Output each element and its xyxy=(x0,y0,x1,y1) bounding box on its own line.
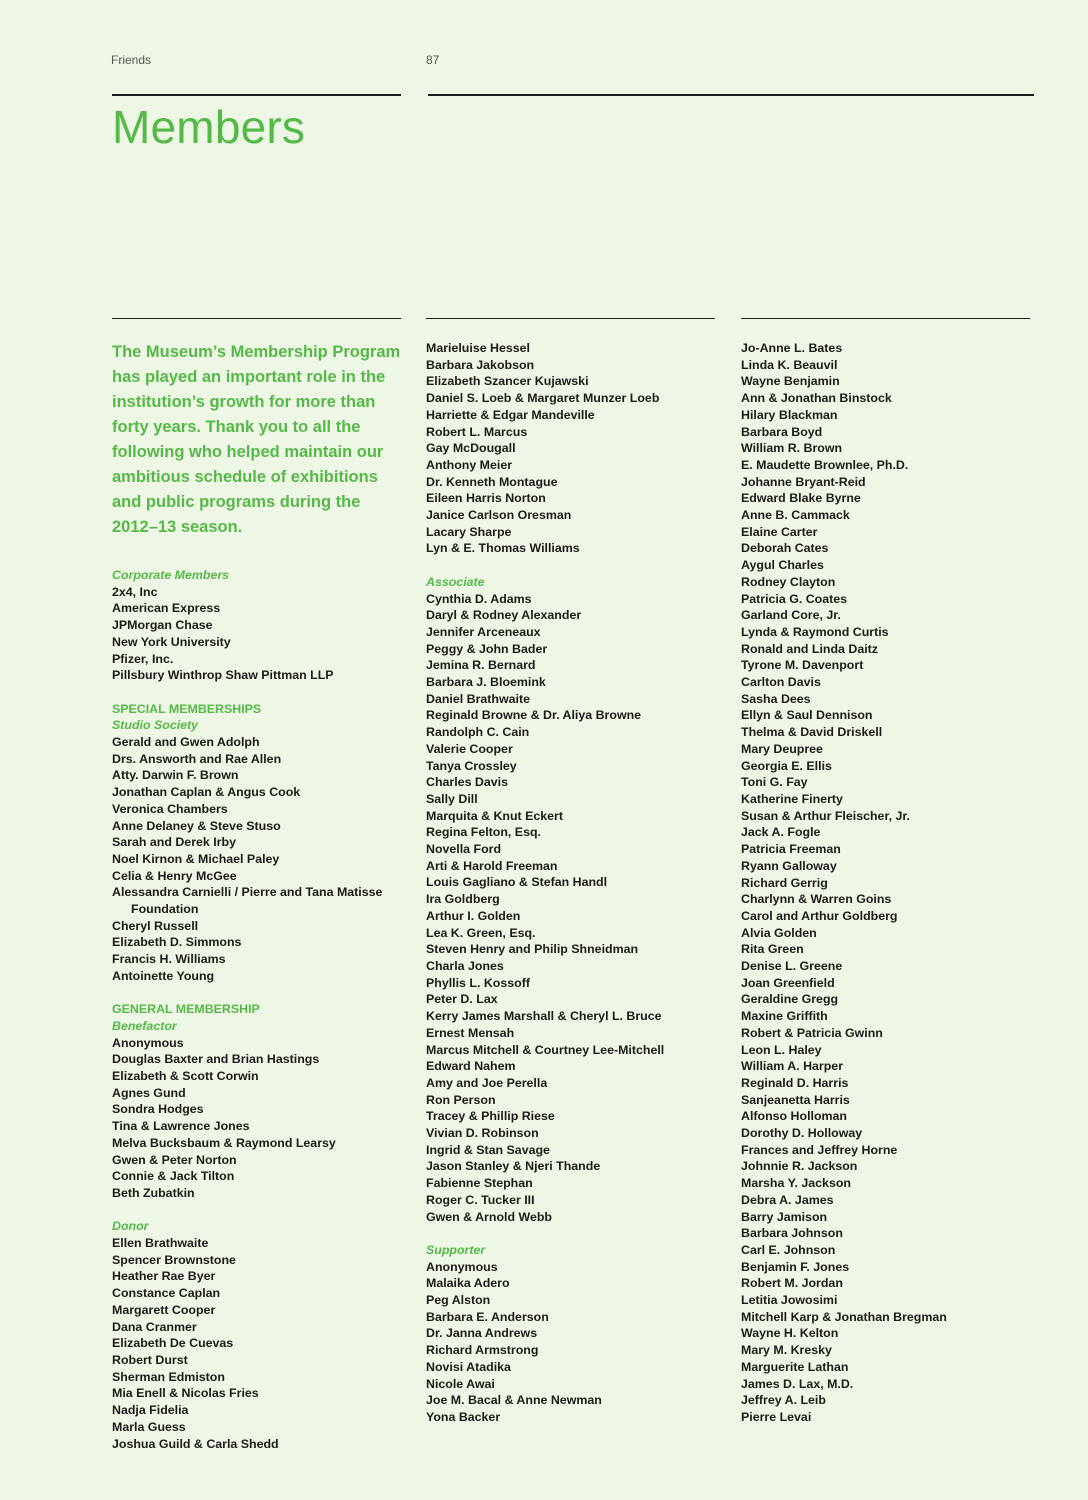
member-name: Elizabeth D. Simmons xyxy=(112,935,242,950)
member-name: Robert M. Jordan xyxy=(741,1276,843,1291)
member-name: Beth Zubatkin xyxy=(112,1185,195,1200)
member-name: Elizabeth Szancer Kujawski xyxy=(426,374,589,389)
title-rule-left xyxy=(112,94,401,96)
member-name: Leon L. Haley xyxy=(741,1042,822,1057)
member-name: Mary Deupree xyxy=(741,741,823,756)
member-name: Regina Felton, Esq. xyxy=(426,825,541,840)
member-name: Maxine Griffith xyxy=(741,1009,828,1024)
member-name: Johnnie R. Jackson xyxy=(741,1159,858,1174)
member-name: New York University xyxy=(112,634,231,649)
member-name: Charla Jones xyxy=(426,959,504,973)
name-list xyxy=(112,584,404,684)
member-name: Robert Durst xyxy=(112,1353,188,1367)
member-name: Deborah Cates xyxy=(741,541,829,556)
member-name: Pierre Levai xyxy=(741,1410,812,1424)
member-name: Gerald and Gwen Adolph xyxy=(112,735,260,750)
member-name: Jonathan Caplan & Angus Cook xyxy=(112,785,301,800)
member-name: Margarett Cooper xyxy=(112,1302,216,1317)
title-rule-right xyxy=(428,94,1034,96)
member-name: Jemina R. Bernard xyxy=(426,658,536,673)
member-name: Douglas Baxter and Brian Hastings xyxy=(112,1052,320,1067)
member-name: Dr. Janna Andrews xyxy=(426,1326,538,1341)
benefactor-heading: Benefactor xyxy=(112,1018,177,1033)
member-name: Elaine Carter xyxy=(741,524,818,539)
member-name: Katherine Finerty xyxy=(741,791,843,806)
member-name: Richard Gerrig xyxy=(741,875,828,890)
member-name: Louis Gagliano & Stefan Handl xyxy=(426,875,608,890)
member-name: Marla Guess xyxy=(112,1419,186,1434)
member-name: Tyrone M. Davenport xyxy=(741,658,864,673)
member-name: Connie & Jack Tilton xyxy=(112,1169,235,1184)
member-name: Anthony Meier xyxy=(426,457,513,472)
member-name: Alessandra Carnielli / Pierre and Tana Matisse Foundation xyxy=(112,885,383,917)
member-name: Barbara E. Anderson xyxy=(426,1309,549,1324)
member-name: Jeffrey A. Leib xyxy=(741,1393,826,1408)
member-name: Daniel S. Loeb & Margaret Munzer Loeb xyxy=(426,391,660,406)
member-name: Sondra Hodges xyxy=(112,1102,204,1117)
donor-continued-section xyxy=(426,340,716,557)
member-name: Randolph C. Cain xyxy=(426,725,530,740)
member-name: Veronica Chambers xyxy=(112,801,228,816)
member-name: Roger C. Tucker III xyxy=(426,1192,535,1207)
member-name: Janice Carlson Oresman xyxy=(426,508,572,523)
member-name: Sasha Dees xyxy=(741,691,811,706)
member-name: Ira Goldberg xyxy=(426,892,500,907)
member-name: Ann & Jonathan Binstock xyxy=(741,391,892,406)
member-name: JPMorgan Chase xyxy=(112,618,213,633)
member-name: Rita Green xyxy=(741,942,804,957)
member-name: Benjamin F. Jones xyxy=(741,1259,850,1274)
member-name: Anne B. Cammack xyxy=(741,508,850,523)
member-name: Amy and Joe Perella xyxy=(426,1075,548,1090)
general-membership-section xyxy=(112,1001,404,1201)
member-name: Lyn & E. Thomas Williams xyxy=(426,541,580,556)
member-name: Edward Nahem xyxy=(426,1059,516,1074)
name-list xyxy=(426,591,716,1226)
member-name: Barbara Johnson xyxy=(741,1226,843,1241)
special-memberships-section xyxy=(112,701,404,985)
member-name: Anne Delaney & Steve Stuso xyxy=(112,818,281,833)
member-name: Debra A. James xyxy=(741,1192,834,1207)
associate-heading: Associate xyxy=(426,574,485,589)
member-name: Charlynn & Warren Goins xyxy=(741,892,892,907)
member-name: Robert & Patricia Gwinn xyxy=(741,1025,883,1040)
member-name: William A. Harper xyxy=(741,1059,844,1074)
member-name: Barry Jamison xyxy=(741,1209,828,1224)
member-name: Ernest Mensah xyxy=(426,1025,515,1040)
member-name: Yona Backer xyxy=(426,1409,501,1424)
member-name: Vivian D. Robinson xyxy=(426,1126,539,1141)
member-name: Tracey & Phillip Riese xyxy=(426,1109,555,1124)
member-name: Edward Blake Byrne xyxy=(741,491,861,506)
member-name: Georgia E. Ellis xyxy=(741,758,832,773)
name-list xyxy=(426,1259,716,1426)
supporter-heading: Supporter xyxy=(426,1242,486,1257)
member-name: Barbara Boyd xyxy=(741,424,823,439)
member-name: Fabienne Stephan xyxy=(426,1176,533,1191)
member-name: Sherman Edmiston xyxy=(112,1369,225,1384)
member-name: Jennifer Arceneaux xyxy=(426,624,541,639)
member-name: Novella Ford xyxy=(426,842,502,857)
member-name: Gwen & Arnold Webb xyxy=(426,1209,552,1224)
name-list xyxy=(426,340,716,557)
page-title: Members xyxy=(112,101,306,153)
member-name: Pfizer, Inc. xyxy=(112,651,174,666)
member-name: Robert L. Marcus xyxy=(426,424,528,439)
member-name: Tanya Crossley xyxy=(426,758,517,773)
member-name: Lacary Sharpe xyxy=(426,524,512,539)
name-list xyxy=(112,1235,404,1452)
member-name: Carl E. Johnson xyxy=(741,1242,836,1257)
member-name: Susan & Arthur Fleischer, Jr. xyxy=(741,808,910,823)
member-name: Rodney Clayton xyxy=(741,574,836,589)
page-number: 87 xyxy=(426,53,440,67)
member-name: Constance Caplan xyxy=(112,1286,221,1301)
member-name: Patricia Freeman xyxy=(741,842,841,857)
member-name: Steven Henry and Philip Shneidman xyxy=(426,942,639,957)
member-name: Arthur I. Golden xyxy=(426,908,521,923)
member-name: Daryl & Rodney Alexander xyxy=(426,608,582,623)
member-name: Sally Dill xyxy=(426,791,478,806)
member-name: Carlton Davis xyxy=(741,675,821,690)
member-name: Joshua Guild & Carla Shedd xyxy=(112,1436,279,1451)
member-name: Peg Alston xyxy=(426,1293,491,1308)
member-name: Elizabeth De Cuevas xyxy=(112,1336,234,1351)
member-name: Alfonso Holloman xyxy=(741,1109,848,1124)
member-name: Lea K. Green, Esq. xyxy=(426,925,536,940)
member-name: Barbara J. Bloemink xyxy=(426,675,546,690)
member-name: Patricia G. Coates xyxy=(741,591,848,606)
member-name: Francis H. Williams xyxy=(112,952,226,967)
member-name: 2x4, Inc xyxy=(112,584,158,599)
studio-society-heading: Studio Society xyxy=(112,718,199,733)
corporate-members-heading: Corporate Members xyxy=(112,568,230,582)
member-name: Valerie Cooper xyxy=(426,741,513,756)
associate-section xyxy=(426,574,716,1225)
member-name: Barbara Jakobson xyxy=(426,357,535,372)
member-name: Joe M. Bacal & Anne Newman xyxy=(426,1393,602,1408)
member-name: Richard Armstrong xyxy=(426,1343,539,1358)
member-name: Daniel Brathwaite xyxy=(426,691,530,706)
member-name: Dorothy D. Holloway xyxy=(741,1126,863,1141)
member-name: Marieluise Hessel xyxy=(426,341,531,355)
member-name: Elizabeth & Scott Corwin xyxy=(112,1069,259,1084)
member-name: Celia & Henry McGee xyxy=(112,868,237,883)
member-name: Jo-Anne L. Bates xyxy=(741,341,843,355)
member-name: Aygul Charles xyxy=(741,558,824,573)
member-name: Malaika Adero xyxy=(426,1276,510,1291)
member-name: Hilary Blackman xyxy=(741,407,838,422)
member-name: American Express xyxy=(112,601,221,616)
member-name: Ellyn & Saul Dennison xyxy=(741,708,873,723)
member-name: Garland Core, Jr. xyxy=(741,608,841,623)
member-name: Carol and Arthur Goldberg xyxy=(741,908,898,923)
column-3 xyxy=(741,340,1033,1442)
member-name: Peter D. Lax xyxy=(426,992,498,1007)
member-name: Arti & Harold Freeman xyxy=(426,858,558,873)
member-name: Ronald and Linda Daitz xyxy=(741,641,878,656)
donor-section xyxy=(112,1218,404,1452)
member-name: Anonymous xyxy=(426,1259,498,1274)
member-name: Melva Bucksbaum & Raymond Learsy xyxy=(112,1135,336,1150)
member-name: Atty. Darwin F. Brown xyxy=(112,768,239,783)
column-rule-3 xyxy=(741,318,1030,319)
member-name: Spencer Brownstone xyxy=(112,1252,236,1267)
intro-text: The Museum’s Membership Program has played an important role in the institution’s growth for more than forty years. Thank you to all the following who helped maintain our ambitious schedule of exhibitions and public programs during the 2012–13 season. xyxy=(112,343,401,536)
member-name: Ryann Galloway xyxy=(741,858,837,873)
name-list xyxy=(112,734,404,985)
member-name: Harriette & Edgar Mandeville xyxy=(426,407,595,422)
member-name: Alvia Golden xyxy=(741,925,817,940)
member-name: Jack A. Fogle xyxy=(741,825,821,840)
supporter-section xyxy=(426,1242,716,1426)
member-name: Ron Person xyxy=(426,1092,496,1107)
member-name: Wayne H. Kelton xyxy=(741,1326,839,1341)
column-rule-1 xyxy=(112,318,401,319)
column-2 xyxy=(426,340,716,1442)
member-name: Tina & Lawrence Jones xyxy=(112,1119,250,1134)
member-name: Geraldine Gregg xyxy=(741,992,839,1007)
member-name: Sarah and Derek Irby xyxy=(112,835,236,850)
member-name: E. Maudette Brownlee, Ph.D. xyxy=(741,457,909,472)
member-name: Nadja Fidelia xyxy=(112,1403,189,1418)
member-name: Cynthia D. Adams xyxy=(426,591,532,606)
special-memberships-heading: SPECIAL MEMBERSHIPS xyxy=(112,701,262,716)
member-name: Ellen Brathwaite xyxy=(112,1236,209,1251)
member-name: Agnes Gund xyxy=(112,1085,186,1100)
member-name: Wayne Benjamin xyxy=(741,374,840,389)
member-name: Marquita & Knut Eckert xyxy=(426,808,564,823)
member-name: Peggy & John Bader xyxy=(426,641,548,656)
member-name: Mia Enell & Nicolas Fries xyxy=(112,1386,259,1401)
member-name: Charles Davis xyxy=(426,775,508,790)
member-name: Lynda & Raymond Curtis xyxy=(741,624,889,639)
member-name: Heather Rae Byer xyxy=(112,1269,216,1284)
member-name: William R. Brown xyxy=(741,441,843,456)
member-name: Pillsbury Winthrop Shaw Pittman LLP xyxy=(112,668,334,683)
name-list xyxy=(741,340,1033,1426)
member-name: Eileen Harris Norton xyxy=(426,491,546,506)
section-label: Friends xyxy=(111,53,152,67)
member-name: Cheryl Russell xyxy=(112,918,199,933)
member-name: Drs. Answorth and Rae Allen xyxy=(112,751,282,766)
member-name: Thelma & David Driskell xyxy=(741,725,883,740)
member-name: Mary M. Kresky xyxy=(741,1343,832,1358)
member-name: Denise L. Greene xyxy=(741,959,843,974)
member-name: Dr. Kenneth Montague xyxy=(426,474,558,489)
member-name: Antoinette Young xyxy=(112,968,215,983)
member-name: Gwen & Peter Norton xyxy=(112,1152,237,1167)
member-name: Marsha Y. Jackson xyxy=(741,1176,851,1191)
member-name: Johanne Bryant-Reid xyxy=(741,474,866,489)
member-name: Nicole Awai xyxy=(426,1376,495,1391)
member-name: Noel Kirnon & Michael Paley xyxy=(112,851,280,866)
member-name: Anonymous xyxy=(112,1035,184,1050)
member-name: Sanjeanetta Harris xyxy=(741,1092,850,1107)
member-name: Dana Cranmer xyxy=(112,1319,197,1334)
corporate-members-section xyxy=(112,567,404,684)
member-name: Joan Greenfield xyxy=(741,975,835,990)
member-name: Mitchell Karp & Jonathan Bregman xyxy=(741,1309,947,1324)
column-rule-2 xyxy=(426,318,715,319)
member-name: Toni G. Fay xyxy=(741,775,808,790)
member-name: Kerry James Marshall & Cheryl L. Bruce xyxy=(426,1009,662,1024)
member-name: Novisi Atadika xyxy=(426,1359,511,1374)
member-name: Letitia Jowosimi xyxy=(741,1293,838,1308)
member-name: Jason Stanley & Njeri Thande xyxy=(426,1159,601,1174)
member-name: Linda K. Beauvil xyxy=(741,357,838,372)
donor-heading: Donor xyxy=(112,1219,149,1234)
column-1 xyxy=(112,340,404,1469)
member-name: Gay McDougall xyxy=(426,441,516,456)
member-name: Frances and Jeffrey Horne xyxy=(741,1142,898,1157)
member-name: Reginald Browne & Dr. Aliya Browne xyxy=(426,708,642,723)
member-name: Ingrid & Stan Savage xyxy=(426,1142,550,1157)
member-name: Phyllis L. Kossoff xyxy=(426,975,530,990)
name-list xyxy=(112,1035,404,1202)
supporter-continued-section xyxy=(741,340,1033,1426)
member-name: Marguerite Lathan xyxy=(741,1359,849,1374)
member-name: James D. Lax, M.D. xyxy=(741,1376,854,1391)
member-name: Reginald D. Harris xyxy=(741,1075,849,1090)
member-name: Marcus Mitchell & Courtney Lee-Mitchell xyxy=(426,1042,665,1057)
general-membership-heading: GENERAL MEMBERSHIP xyxy=(112,1002,260,1017)
